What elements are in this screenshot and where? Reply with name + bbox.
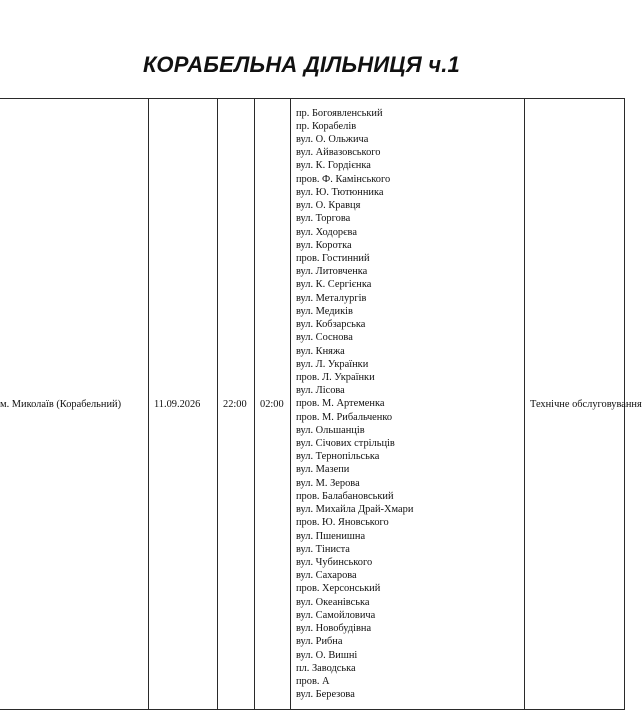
end-time-cell: 02:00 — [255, 99, 291, 710]
document-title: КОРАБЕЛЬНА ДІЛЬНИЦЯ ч.1 — [143, 52, 460, 77]
street-item: вул. Січових стрільців — [296, 438, 395, 450]
street-item: вул. Ольшанців — [296, 424, 365, 436]
street-item: пл. Заводська — [296, 662, 356, 674]
street-item: вул. Металургів — [296, 292, 367, 304]
start-time-cell: 22:00 — [218, 99, 255, 710]
street-item: пров. Херсонський — [296, 583, 381, 595]
street-item: вул. Л. Українки — [296, 358, 369, 370]
street-item: вул. Княжа — [296, 345, 345, 357]
street-item: вул. О. Ольжича — [296, 134, 369, 146]
street-item: вул. Ходорєва — [296, 226, 357, 238]
street-item: пров. М. Рибальченко — [296, 411, 393, 423]
street-item: вул. Новобудівна — [296, 623, 372, 635]
street-item: вул. Михайла Драй-Хмари — [296, 504, 414, 516]
street-item: вул. Сахарова — [296, 570, 357, 582]
street-item: вул. Океанівська — [296, 596, 370, 608]
street-item: пр. Корабелів — [296, 120, 357, 132]
street-item: вул. К. Сергієнка — [296, 279, 372, 291]
street-item: вул. О. Кравця — [296, 200, 361, 212]
street-item: пров. Ф. Камінського — [296, 173, 391, 185]
street-item: пров. Балабановський — [296, 490, 394, 502]
street-item: вул. Кобзарська — [296, 319, 366, 331]
street-item: вул. Соснова — [296, 332, 353, 344]
street-item: вул. Медиків — [296, 305, 353, 317]
outage-schedule-table — [0, 98, 642, 710]
street-item: пров. А — [296, 675, 330, 687]
street-list — [296, 107, 524, 702]
street-item: вул. Рибна — [296, 636, 343, 648]
street-item: вул. Айвазовського — [296, 147, 381, 159]
street-item: вул. Торгова — [296, 213, 351, 225]
street-item: вул. Коротка — [296, 239, 352, 251]
street-item: пров. М. Артеменка — [296, 398, 385, 410]
outage-table-wrapper — [0, 98, 642, 710]
street-item: пров. Гостинний — [296, 252, 370, 264]
street-item: вул. Пшенишна — [296, 530, 366, 542]
street-item: вул. Самойловича — [296, 609, 376, 621]
street-item: пр. Богоявленський — [296, 107, 383, 119]
street-item: вул. Мазепи — [296, 464, 350, 476]
street-item: вул. Березова — [296, 689, 355, 701]
reason-cell: Технічне обслуговування — [525, 99, 625, 710]
street-item: вул. М. Зерова — [296, 477, 360, 489]
street-item: вул. Лісова — [296, 385, 345, 397]
street-item: пров. Ю. Яновського — [296, 517, 389, 529]
street-item: вул. Ю. Тютюнника — [296, 186, 384, 198]
table-row — [0, 99, 625, 710]
street-item: пров. Л. Українки — [296, 371, 375, 383]
street-item: вул. К. Гордієнка — [296, 160, 371, 172]
street-item: вул. Тіниста — [296, 543, 350, 555]
streets-cell — [291, 99, 525, 710]
street-item: вул. Литовченка — [296, 266, 368, 278]
street-item: вул. Тернопільська — [296, 451, 380, 463]
street-item: вул. Чубинського — [296, 557, 373, 569]
settlement-cell: м. Миколаїв (Корабельний) — [0, 99, 149, 710]
street-item: вул. О. Вишні — [296, 649, 358, 661]
date-cell: 11.09.2026 — [149, 99, 218, 710]
